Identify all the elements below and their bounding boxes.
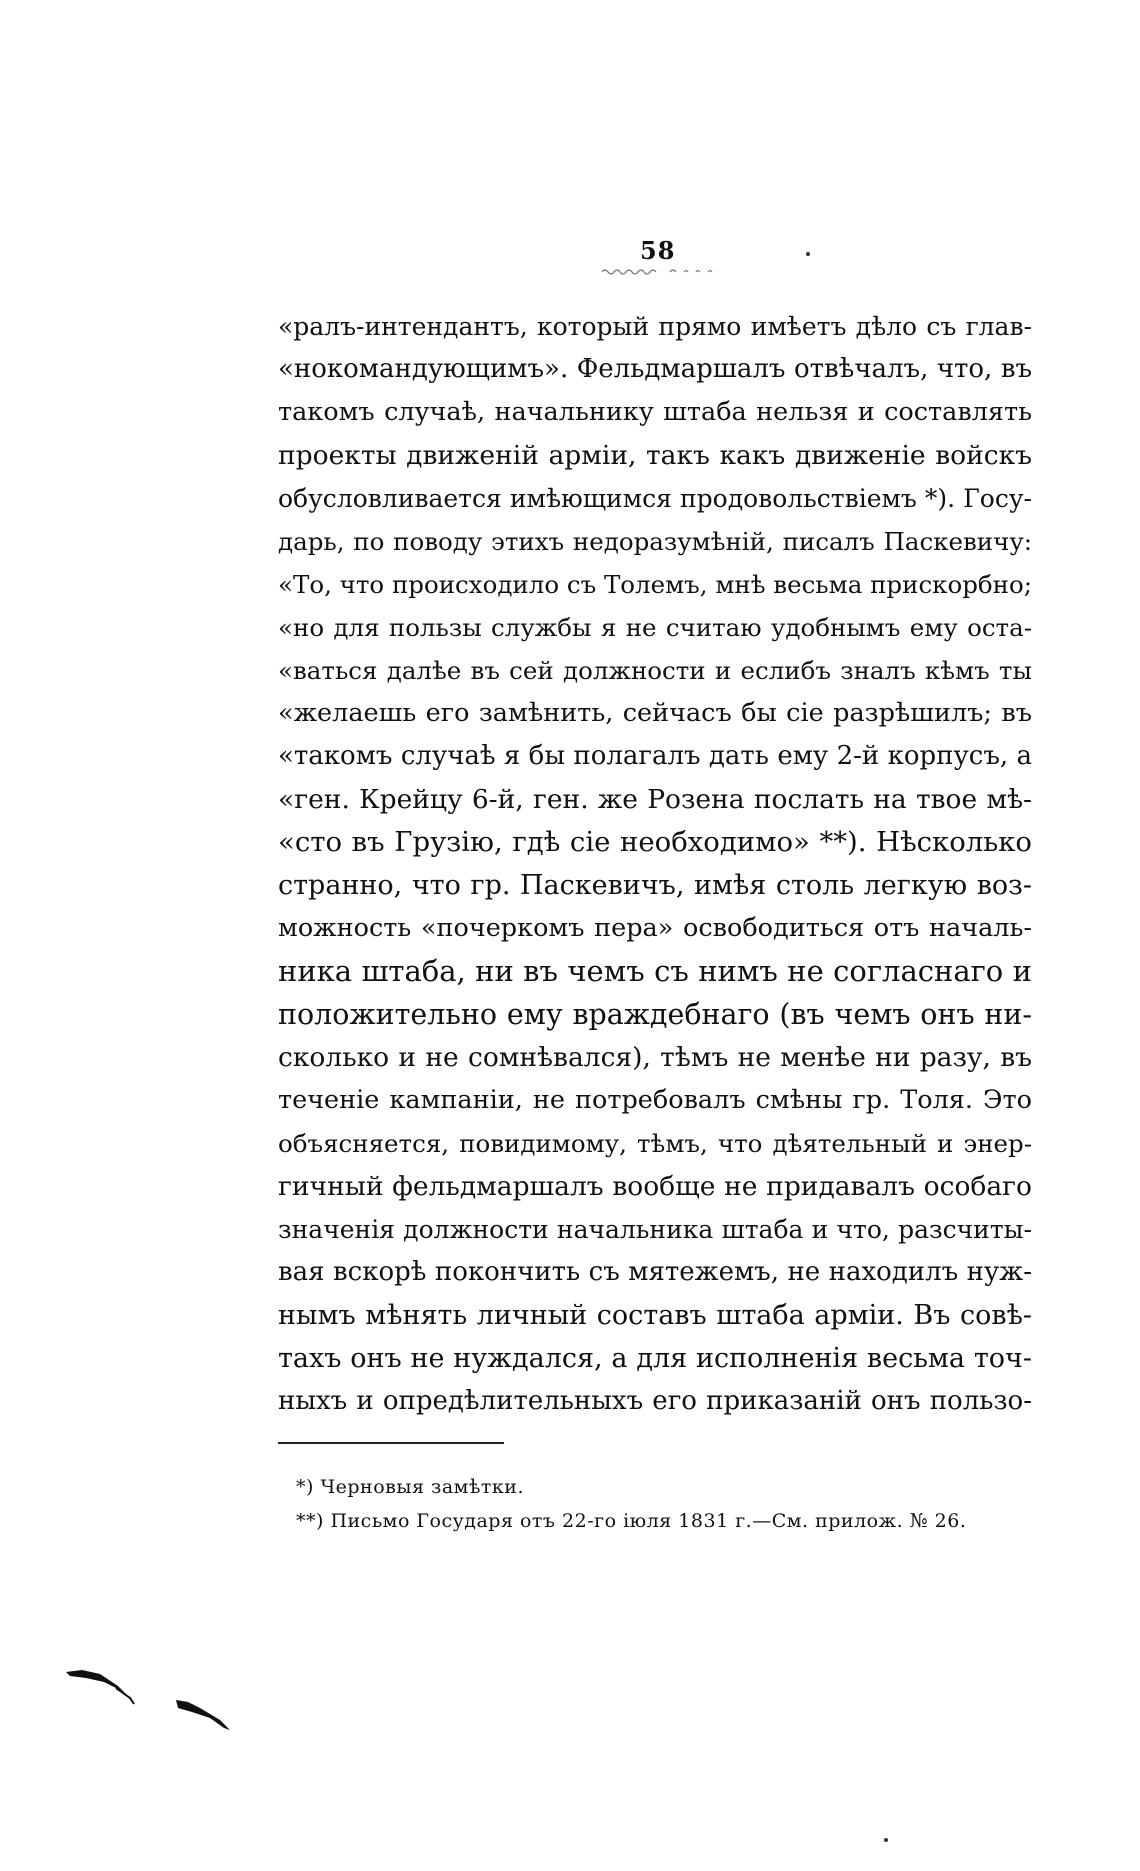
text-line: объясняется, повидимому, тѣмъ, что дѣятельный и энер- xyxy=(278,1129,1032,1158)
text-line: сколько и не сомнѣвался), тѣмъ не менѣе ни разу, въ xyxy=(278,1042,1032,1073)
text-line: «нокомандующимъ». Фельдмаршалъ отвѣчалъ, что, въ xyxy=(278,354,1032,384)
text-line: «ваться далѣе въ сей должности и еслибъ зналъ кѣмъ ты xyxy=(278,656,1032,685)
ornament-squiggle-icon xyxy=(600,266,740,276)
text-line: такомъ случаѣ, начальнику штаба нельзя и составлять xyxy=(278,397,1032,427)
text-line: обусловливается имѣющимся продовольствіемъ *). Госу- xyxy=(278,484,1032,513)
stray-dot-bottom xyxy=(884,1838,888,1842)
text-line: «такомъ случаѣ я бы полагалъ дать ему 2-й корпусъ, а xyxy=(278,741,1032,771)
text-line: «но для пользы службы я не считаю удобнымъ ему оста- xyxy=(278,613,1032,642)
text-line: ника штаба, ни въ чемъ съ нимъ не согласнаго и xyxy=(278,954,1032,988)
text-line: положительно ему враждебнаго (въ чемъ онъ ни- xyxy=(278,998,1032,1031)
text-line: вая вскорѣ покончить съ мятежемъ, не находилъ нуж- xyxy=(278,1257,1032,1287)
text-line: «То, что происходило съ Толемъ, мнѣ весьма прискорбно; xyxy=(278,570,1032,599)
text-line: тахъ онъ не нуждался, а для исполненія весьма точ- xyxy=(278,1343,1032,1374)
text-line: можность «почеркомъ пера» освободиться отъ началь- xyxy=(278,913,1032,943)
body-text xyxy=(278,305,1032,1423)
scan-margin-marks-icon xyxy=(60,1660,260,1740)
footnote-2: **) Письмо Государя отъ 22-го іюля 1831 г.—См. прилож. № 26. xyxy=(296,1510,967,1532)
footnote-1: *) Черновыя замѣтки. xyxy=(296,1476,525,1498)
footnote-divider xyxy=(278,1442,504,1444)
text-line: «ген. Крейцу 6-й, ген. же Розена послать на твое мѣ- xyxy=(278,784,1032,815)
text-line: нымъ мѣнять личный составъ штаба арміи. Въ совѣ- xyxy=(278,1300,1032,1331)
text-line: странно, что гр. Паскевичъ, имѣя столь легкую воз- xyxy=(278,870,1032,901)
text-line: «ралъ-интендантъ, который прямо имѣетъ дѣло съ глав- xyxy=(278,312,1032,341)
text-line: «желаешь его замѣнить, сейчасъ бы сіе разрѣшилъ; въ xyxy=(278,698,1032,728)
footnotes xyxy=(296,1470,1036,1538)
text-line: проекты движеній арміи, такъ какъ движеніе войскъ xyxy=(278,440,1032,471)
text-line: теченіе кампаніи, не потребовалъ смѣны гр. Толя. Это xyxy=(278,1085,1032,1115)
text-line: значенія должности начальника штаба и что, разсчиты- xyxy=(278,1215,1032,1244)
text-line: «сто въ Грузію, гдѣ сіе необходимо» **). Нѣсколько xyxy=(278,826,1032,858)
text-line: дарь, по поводу этихъ недоразумѣній, писалъ Паскевичу: xyxy=(278,527,1032,556)
page-number: 58 xyxy=(640,236,676,265)
text-line: гичный фельдмаршалъ вообще не придавалъ особаго xyxy=(278,1171,1032,1202)
page-number-block xyxy=(600,236,740,276)
stray-dot-top xyxy=(806,252,810,256)
text-line: ныхъ и опредѣлительныхъ его приказаній онъ пользо- xyxy=(278,1386,1032,1416)
